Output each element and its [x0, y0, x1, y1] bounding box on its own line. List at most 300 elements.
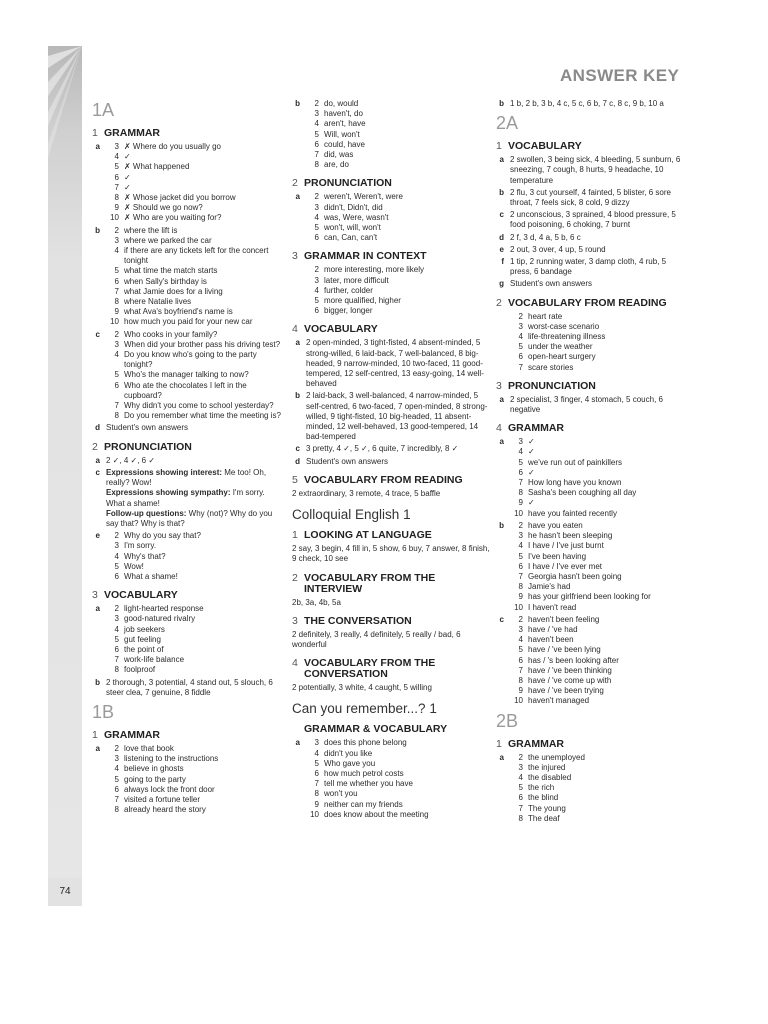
- answer-item: [306, 140, 490, 150]
- answer-number: 6: [314, 306, 319, 316]
- can-you-remember-heading: Can you remember...? 1: [292, 701, 437, 717]
- answer-text: going to the party: [124, 774, 186, 784]
- unit-heading-1a: 1A: [92, 100, 115, 120]
- answer-item: [306, 203, 490, 213]
- answer-number: 6: [114, 172, 119, 182]
- answer-text: the injured: [528, 762, 566, 772]
- answer-item: [106, 805, 282, 815]
- unit-heading-1b: 1B: [92, 701, 115, 722]
- answer-item: [510, 458, 686, 468]
- answer-item: [306, 749, 490, 759]
- answer-number: 4: [114, 764, 119, 774]
- answer-item: [510, 352, 686, 362]
- answer-text: ✗ Should we go now?: [124, 203, 203, 213]
- answer-number: 7: [114, 655, 119, 665]
- answer-number: 8: [114, 665, 119, 675]
- answer-item: [306, 192, 490, 202]
- answer-number: 10: [514, 696, 523, 706]
- answer-number: 6: [314, 233, 319, 243]
- answer-number: 8: [518, 813, 523, 823]
- answer-text: did, was: [324, 150, 354, 160]
- answer-text: I have / I've just burnt: [528, 541, 604, 551]
- answer-text: when Sally's birthday is: [124, 276, 207, 286]
- section-heading: 4 GRAMMAR: [496, 422, 564, 435]
- answer-number: 10: [110, 213, 119, 223]
- answer-number: 6: [114, 276, 119, 286]
- answer-item: [510, 582, 686, 592]
- answer-number: 4: [518, 635, 523, 645]
- answer-number: 7: [114, 794, 119, 804]
- answer-text: the unemployed: [528, 752, 585, 762]
- answer-number: 2: [114, 225, 119, 235]
- answer-number: 3: [314, 275, 319, 285]
- exercise-2a-1b: b 2 flu, 3 cut yourself, 4 fainted, 5 blister, 6 sore throat, 7 feels sick, 8 cold, 9 dizzy: [499, 187, 671, 208]
- answer-item: [106, 152, 282, 162]
- answer-text: further, colder: [324, 285, 373, 295]
- exercise-1b-3: [292, 265, 490, 316]
- answer-number: 3: [114, 142, 119, 151]
- answer-text: weren't, Weren't, were: [324, 192, 403, 202]
- section-heading: 5 VOCABULARY FROM READING: [292, 473, 463, 486]
- answer-number: 3: [518, 437, 523, 447]
- answer-item: [106, 142, 282, 152]
- answer-text: 2 say, 3 begin, 4 fill in, 5 show, 6 buy, 7 answer, 8 finish, 9 check, 10 see: [292, 544, 490, 564]
- answer-text: What a shame!: [124, 571, 178, 581]
- answer-item: [106, 381, 282, 401]
- answer-number: 5: [114, 266, 119, 276]
- answer-item: [306, 296, 490, 306]
- answer-item: [106, 183, 282, 193]
- answer-item: [106, 795, 282, 805]
- answer-number: 4: [114, 350, 119, 360]
- answer-text: ✗ Whose jacket did you borrow: [124, 193, 236, 203]
- answer-text: the point of: [124, 644, 164, 654]
- answer-item: [106, 785, 282, 795]
- answer-item: [510, 625, 686, 635]
- answer-text: haven't been feeling: [528, 614, 600, 624]
- answer-text: 2b, 3a, 4b, 5a: [292, 597, 341, 607]
- answer-number: 5: [518, 342, 523, 352]
- answer-number: 3: [114, 754, 119, 764]
- answer-number: 8: [114, 297, 119, 307]
- exercise-1b-2a: a 2 weren't, Weren't, were 3 didn't, Didn't, did 4 was, Were, wasn't 5 won't, will, won't 6 can, Can, can't: [292, 192, 490, 243]
- answer-number: 7: [114, 286, 119, 296]
- answer-number: 2: [518, 752, 523, 762]
- answer-text: haven't managed: [528, 696, 590, 706]
- answer-item: [306, 810, 490, 820]
- answer-item: [510, 332, 686, 342]
- answer-number: 2: [518, 520, 523, 530]
- answer-text: have you eaten: [528, 520, 583, 530]
- answer-number: 6: [518, 793, 523, 803]
- answer-text: scare stories: [528, 362, 574, 372]
- page-number: 74: [48, 878, 82, 906]
- answer-number: 4: [518, 541, 523, 551]
- answer-text: light-hearted response: [124, 604, 204, 614]
- answer-item: [510, 437, 686, 447]
- answer-text: have you fainted recently: [528, 508, 617, 518]
- answer-number: 4: [114, 246, 119, 256]
- exercise-2a-4c: c 2 haven't been feeling 3 have / 've had 4 haven't been 5 have / 've been lying 6 has / 's been looking after 7 have / 've been thinking 8 have / 've come up with 9 have / 've been trying 10 haven't managed: [496, 615, 686, 707]
- answer-number: 10: [310, 809, 319, 819]
- answer-text: has / 's been looking after: [528, 655, 619, 665]
- page-title: ANSWER KEY: [560, 66, 680, 85]
- answer-text: Why do you say that?: [124, 531, 201, 541]
- answer-text: have / 've had: [528, 624, 578, 634]
- answer-text: 2 definitely, 3 really, 4 definitely, 5 really / bad, 6 wonderful: [292, 629, 461, 649]
- answer-item: [106, 541, 282, 551]
- answer-item: [510, 773, 686, 783]
- answer-text: bigger, longer: [324, 306, 373, 316]
- exercise-1a-1d: d Student's own answers: [95, 423, 189, 433]
- exercise-1b-4b: b 2 laid-back, 3 well-balanced, 4 narrow-minded, 5 self-centred, 6 two-faced, 7 open-minded, 8 strong-willed, 9 tight-fisted, 10 big-headed, 11 absent-minded, 12 well-behaved, 13 good-tempered, 14 bad-tempered: [295, 391, 488, 442]
- answer-text: Why's that?: [124, 551, 166, 561]
- answer-number: 3: [518, 321, 523, 331]
- answer-number: 8: [114, 193, 119, 203]
- answer-item: [106, 173, 282, 183]
- answer-item: [106, 330, 282, 340]
- answer-number: 5: [114, 634, 119, 644]
- answer-number: 7: [314, 779, 319, 789]
- column-1: [92, 98, 282, 817]
- answer-text: aren't, have: [324, 119, 366, 129]
- answer-number: 8: [314, 160, 319, 170]
- answer-item: [106, 317, 282, 327]
- answer-number: 6: [314, 768, 319, 778]
- exercise-2a-1f: f 1 tip, 2 running water, 3 damp cloth, 4 rub, 5 press, 6 bandage: [501, 257, 667, 277]
- answer-text: ✓: [528, 498, 535, 508]
- answer-number: 9: [114, 203, 119, 213]
- answer-number: 2: [314, 99, 319, 108]
- section-heading: 4 VOCABULARY FROM THE CONVERSATION: [292, 657, 436, 681]
- answer-number: 4: [114, 551, 119, 561]
- answer-item: [106, 604, 282, 614]
- column-2: [292, 98, 490, 822]
- exercise-1a-1a: a 3 ✗ Where do you usually go 4 ✓ 5 ✗ What happened 6 ✓ 7 ✓ 8 ✗ Whose jacket did you borrow 9 ✗ Should we go now? 10 ✗ Who are you waiting for?: [92, 142, 282, 224]
- section-heading: 1 LOOKING AT LANGUAGE: [292, 529, 432, 542]
- answer-item: [510, 552, 686, 562]
- answer-number: 7: [518, 571, 523, 581]
- answer-item: [306, 779, 490, 789]
- answer-item: [510, 521, 686, 531]
- answer-item: [106, 162, 282, 172]
- answer-text: have / 've been lying: [528, 645, 601, 655]
- answer-item: [510, 509, 686, 519]
- answer-number: 3: [518, 624, 523, 634]
- answer-text: does know about the meeting: [324, 809, 429, 819]
- answer-number: 6: [114, 784, 119, 794]
- answer-text: ✓: [528, 437, 535, 447]
- answer-text: we've run out of painkillers: [528, 457, 623, 467]
- answer-text: what time the match starts: [124, 266, 218, 276]
- answer-text: Sasha's been coughing all day: [528, 488, 637, 498]
- answer-text: ✓: [528, 467, 535, 477]
- answer-number: 10: [110, 317, 119, 327]
- answer-text: can, Can, can't: [324, 233, 378, 243]
- answer-number: 5: [518, 645, 523, 655]
- answer-number: 8: [114, 411, 119, 421]
- exercise-1a-2c: c Expressions showing interest: Me too! Oh, really? Wow! Expressions showing sympathy: I'm sorry. What a shame! Follow-up questions: Why (not)? Why do you say that? Why is that?: [95, 467, 273, 528]
- exercise-2a-2: [496, 312, 686, 373]
- answer-number: 5: [314, 223, 319, 233]
- exercise-2a-1e: e 2 out, 3 over, 4 up, 5 round: [499, 244, 606, 254]
- answer-item: [106, 226, 282, 236]
- section-heading: 1 VOCABULARY: [496, 140, 582, 153]
- answer-text: The young: [528, 803, 566, 813]
- answer-number: 7: [518, 803, 523, 813]
- answer-number: 6: [518, 655, 523, 665]
- answer-text: more interesting, more likely: [324, 265, 425, 275]
- answer-number: 10: [514, 602, 523, 612]
- answer-item: [306, 789, 490, 799]
- section-heading: 3 THE CONVERSATION: [292, 614, 412, 627]
- answer-text: didn't you like: [324, 748, 373, 758]
- section-heading: 3 GRAMMAR IN CONTEXT: [292, 250, 427, 263]
- answer-number: 8: [518, 488, 523, 498]
- answer-number: 4: [518, 772, 523, 782]
- answer-number: 5: [314, 296, 319, 306]
- answer-item: [106, 287, 282, 297]
- answer-item: [106, 350, 282, 370]
- answer-item: [106, 340, 282, 350]
- exercise-2a-1c: c 2 unconscious, 3 sprained, 4 blood pressure, 5 food poisoning, 6 choking, 7 burnt: [499, 210, 676, 230]
- answer-text: love that book: [124, 743, 174, 753]
- answer-text: I'm sorry.: [124, 541, 157, 551]
- answer-number: 5: [314, 129, 319, 139]
- answer-item: [106, 277, 282, 287]
- exercise-1b-4c: c 3 pretty, 4 ✓, 5 ✓, 6 quite, 7 incredibly, 8 ✓: [295, 444, 459, 454]
- answer-text: if there are any tickets left for the concert tonight: [124, 246, 269, 266]
- answer-item: [510, 572, 686, 582]
- answer-item: [510, 686, 686, 696]
- answer-text: won't, will, won't: [324, 223, 381, 233]
- answer-text: ✗ Who are you waiting for?: [124, 213, 222, 223]
- answer-text: Who's the manager talking to now?: [124, 370, 249, 380]
- answer-text: tell me whether you have: [324, 779, 413, 789]
- answer-number: 6: [518, 561, 523, 571]
- answer-text: job seekers: [124, 624, 165, 634]
- answer-item: [106, 236, 282, 246]
- answer-text: where Natalie lives: [124, 297, 192, 307]
- answer-text: worst-case scenario: [528, 321, 600, 331]
- answer-text: didn't, Didn't, did: [324, 202, 383, 212]
- exercise-1a-3b: b 2 thorough, 3 potential, 4 stand out, 5 slouch, 6 steer clea, 7 genuine, 8 fiddle: [95, 677, 273, 697]
- answer-number: 2: [114, 743, 119, 753]
- exercise-1a-2e: e 2 Why do you say that? 3 I'm sorry. 4 Why's that? 5 Wow! 6 What a shame!: [92, 531, 282, 582]
- answer-number: 2: [518, 311, 523, 321]
- answer-item: [510, 363, 686, 373]
- exercise-2a-1d: d 2 f, 3 d, 4 a, 5 b, 6 c: [499, 232, 581, 242]
- answer-item: [106, 665, 282, 675]
- answer-text: have / 've been thinking: [528, 665, 612, 675]
- answer-text: won't you: [324, 789, 358, 799]
- answer-number: 6: [518, 352, 523, 362]
- exercise-1a-1c: c 2 Who cooks in your family? 3 When did your brother pass his driving test? 4 Do you know who's going to the party tonight? 5 Who's the manager talking to now? 6 Who ate the chocolates I left in the cupboard? 7 Why didn't you come to school yesterday? 8 Do you remember what time the meeting is?: [95, 329, 281, 421]
- answer-item: [106, 307, 282, 317]
- answer-number: 5: [314, 758, 319, 768]
- exercise-cyr-a: a 3 does this phone belong 4 didn't you like 5 Who gave you 6 how much petrol costs 7 tell me whether you have 8 won't you 9 neither can my friends 10 does know about the meeting: [292, 738, 490, 820]
- answer-item: [306, 233, 490, 243]
- answer-item: [306, 265, 490, 275]
- section-heading: 1 GRAMMAR: [92, 127, 160, 139]
- answer-text: where we parked the car: [124, 235, 212, 245]
- answer-number: 7: [518, 665, 523, 675]
- answer-number: 4: [518, 447, 523, 457]
- answer-item: [306, 150, 490, 160]
- answer-number: 4: [314, 285, 319, 295]
- answer-item: [510, 763, 686, 773]
- answer-item: [106, 297, 282, 307]
- section-heading: 3 PRONUNCIATION: [496, 379, 596, 392]
- section-heading: 2 VOCABULARY FROM READING: [496, 296, 667, 309]
- unit-heading-2b: 2B: [496, 710, 519, 731]
- answer-item: [510, 468, 686, 478]
- answer-text: he hasn't been sleeping: [528, 531, 613, 541]
- answer-number: 4: [518, 332, 523, 342]
- page-sidebar: [48, 46, 82, 906]
- answer-item: [106, 266, 282, 276]
- answer-item: [106, 744, 282, 754]
- exercise-2a-1a: a 2 swollen, 3 being sick, 4 bleeding, 5 sunburn, 6 sneezing, 7 cough, 8 hurts, 9 headache, 10 temperature: [499, 155, 681, 185]
- exercise-2b-1a: a 2 the unemployed 3 the injured 4 the disabled 5 the rich 6 the blind 7 The young 8 The deaf: [496, 753, 686, 824]
- answer-item: [510, 603, 686, 613]
- answer-number: 9: [518, 498, 523, 508]
- answer-text: Who gave you: [324, 758, 376, 768]
- answer-item: [510, 312, 686, 322]
- answer-text: 2 potentially, 3 white, 4 caught, 5 willing: [292, 683, 432, 693]
- answer-number: 3: [314, 109, 319, 119]
- answer-item: [510, 592, 686, 602]
- answer-number: 6: [518, 467, 523, 477]
- exercise-1b-4a: a 2 open-minded, 3 tight-fisted, 4 absent-minded, 5 strong-willed, 6 laid-back, 7 well-balanced, 8 big-headed, 9 narrow-minded, 10 two-faced, 11 good-tempered, 12 self-centred, 13 easy-going, 14 well-behaved: [295, 338, 484, 389]
- answer-number: 2: [114, 531, 119, 541]
- answer-number: 3: [314, 202, 319, 212]
- answer-text: Wow!: [124, 561, 144, 571]
- answer-number: 4: [314, 119, 319, 129]
- answer-number: 8: [314, 789, 319, 799]
- section-heading: 1 GRAMMAR: [496, 737, 564, 750]
- answer-number: 3: [114, 614, 119, 624]
- exercise-2a-4b: b 2 have you eaten 3 he hasn't been sleeping 4 I have / I've just burnt 5 I've been having 6 I have / I've ever met 7 Georgia hasn't been going 8 Jamie's had 9 has your girlfriend been looking for 10 I haven't read: [496, 521, 686, 613]
- answer-text: always lock the front door: [124, 784, 215, 794]
- answer-item: [510, 498, 686, 508]
- answer-text: how much petrol costs: [324, 768, 404, 778]
- section-heading: 3 VOCABULARY: [92, 589, 178, 602]
- answer-text: the disabled: [528, 772, 572, 782]
- answer-text: ✓: [124, 152, 131, 162]
- answer-item: [510, 656, 686, 666]
- answer-text: How long have you known: [528, 478, 622, 488]
- answer-number: 2: [314, 265, 319, 275]
- answer-item: [510, 804, 686, 814]
- answer-item: [306, 99, 490, 109]
- answer-item: [306, 800, 490, 810]
- answer-item: [106, 625, 282, 635]
- answer-item: [106, 193, 282, 203]
- answer-text: life-threatening illness: [528, 332, 606, 342]
- answer-text: later, more difficult: [324, 275, 389, 285]
- answer-text: what Ava's boyfriend's name is: [124, 307, 233, 317]
- answer-item: [106, 246, 282, 266]
- answer-text: When did your brother pass his driving test?: [124, 339, 281, 349]
- answer-text: Who cooks in your family?: [124, 329, 218, 339]
- exercise-1a-2a: a 2 ✓, 4 ✓, 6 ✓: [95, 455, 156, 465]
- answer-text: ✓: [124, 182, 131, 192]
- answer-number: 3: [518, 762, 523, 772]
- answer-item: [306, 759, 490, 769]
- answer-number: 8: [518, 582, 523, 592]
- answer-text: visited a fortune teller: [124, 794, 201, 804]
- section-heading: 4 VOCABULARY: [292, 323, 378, 336]
- answer-text: gut feeling: [124, 634, 161, 644]
- answer-text: work-life balance: [124, 655, 185, 665]
- answer-item: [510, 541, 686, 551]
- exercise-1a-3a: a 2 light-hearted response 3 good-natured rivalry 4 job seekers 5 gut feeling 6 the point of 7 work-life balance 8 foolproof: [92, 604, 282, 675]
- section-heading: GRAMMAR & VOCABULARY: [304, 723, 448, 736]
- answer-text: more qualified, higher: [324, 296, 401, 306]
- answer-text: have / 've been trying: [528, 686, 604, 696]
- section-heading: 1 GRAMMAR: [92, 728, 160, 741]
- answer-item: [510, 793, 686, 803]
- answer-item: [510, 342, 686, 352]
- exercise-cyr-b: b 1 b, 2 b, 3 b, 4 c, 5 c, 6 b, 7 c, 8 c, 9 b, 10 a: [499, 99, 664, 108]
- answer-text: Do you know who's going to the party tonight?: [124, 350, 257, 370]
- answer-text: ✗ Where do you usually go: [124, 142, 221, 151]
- answer-number: 3: [114, 235, 119, 245]
- answer-number: 7: [314, 150, 319, 160]
- answer-item: [510, 666, 686, 676]
- exercise-1b-1a: a 2 love that book 3 listening to the instructions 4 believe in ghosts 5 going to the party 6 always lock the front door 7 visited a fortune teller 8 already heard the story: [92, 744, 282, 815]
- answer-item: [106, 764, 282, 774]
- answer-text: could, have: [324, 139, 365, 149]
- exercise-1a-1b: b 2 where the lift is 3 where we parked the car 4 if there are any tickets left for the concert tonight 5 what time the match starts 6 when Sally's birthday is 7 what Jamie does for a living 8 where Natalie lives 9 what Ava's boyfriend's name is 10 how much you paid for your new car: [92, 226, 282, 328]
- answer-text: I haven't read: [528, 602, 577, 612]
- answer-item: [510, 488, 686, 498]
- answer-item: [106, 411, 282, 421]
- answer-text: under the weather: [528, 342, 593, 352]
- section-heading: 2 VOCABULARY FROM THE INTERVIEW: [292, 571, 436, 595]
- answer-text: believe in ghosts: [124, 764, 184, 774]
- answer-text: the rich: [528, 783, 555, 793]
- answer-text: Do you remember what time the meeting is?: [124, 411, 281, 421]
- answer-item: [510, 322, 686, 332]
- answer-item: [510, 753, 686, 763]
- answer-number: 2: [518, 614, 523, 624]
- answer-text: was, Were, wasn't: [324, 212, 389, 222]
- answer-number: 5: [114, 561, 119, 571]
- answer-number: 6: [314, 139, 319, 149]
- answer-text: where the lift is: [124, 225, 178, 235]
- answer-item: [106, 213, 282, 223]
- answer-number: 3: [114, 541, 119, 551]
- answer-text: ✓: [124, 172, 131, 182]
- answer-number: 4: [314, 748, 319, 758]
- exercise-2a-3a: a 2 specialist, 3 finger, 4 stomach, 5 couch, 6 negative: [499, 394, 663, 415]
- answer-item: [510, 676, 686, 686]
- answer-text: I've been having: [528, 551, 587, 561]
- answer-item: [106, 775, 282, 785]
- answer-number: 5: [518, 551, 523, 561]
- answer-number: 3: [518, 531, 523, 541]
- answer-item: [510, 645, 686, 655]
- answer-item: [306, 213, 490, 223]
- answer-number: 7: [518, 478, 523, 488]
- answer-item: [510, 783, 686, 793]
- answer-item: [106, 552, 282, 562]
- answer-number: 9: [314, 799, 319, 809]
- answer-text: open-heart surgery: [528, 352, 596, 362]
- answer-item: [106, 401, 282, 411]
